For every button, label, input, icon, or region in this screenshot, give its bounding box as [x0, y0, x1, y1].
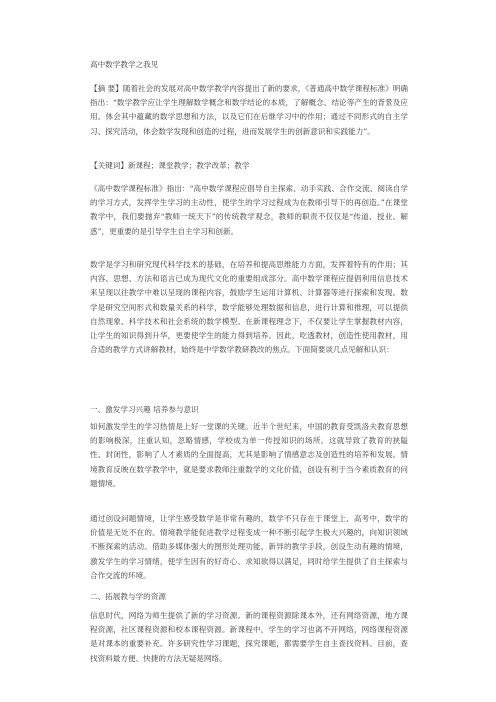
abstract-paragraph: 【摘 要】随着社会的发展对高中数学教学内容提出了新的要求，《普通高中数学课程标准》明确指出：“数学教学应让学生理解数学概念和数学结论的本质，了解概念、结论等产生的背景及应用。体会其中蕴藏的数学思想和方法，以及它们在后继学习中的作用；通过不同形式的自主学习、探究活动，体会数学发现和创造的过程，进而发展学生的创新意识和实践能力”。 [90, 84, 408, 136]
body-paragraph-5: 信息时代，网络为师生提供了新的学习资源。新的课程资源除课本外，还有网络资源，地方课程资源，社区课程资源和校本课程资源。新课程中，学生的学习也离不开网络，网络课程资源是对课本的重要补充。许多研究性学习课题，探究课题，都需要学生自主查找资料。目前，查找资料最方便、快捷的方法无疑是网络。 [90, 611, 408, 663]
body-paragraph-2: 数学是学习和研究现代科学技术的基础，在培养和提高思维能力方面，发挥着特有的作用；其内容、思想、方法和语言已成为现代文化的重要组成部分。高中数学课程应提倡利用信息技术来呈现以往教学中难以呈现的课程内容，鼓励学生运用计算机、计算器等进行探索和发现。数学是研究空间形式和数量关系的科学，数学能够处理数据和信息，进行计算和推理，可以提供自然现象、科学技术和社会系统的数学模型。在新课程理念下，不仅要让学生掌握教材内容，让学生的知识得到升华，更要使学生的能力得到培养。因此，吃透教材，创造性使用教材，用合适的教学方式讲解教材，始终是中学数学教研教改的焦点。下面简要谈几点见解和认识： [90, 260, 408, 355]
body-paragraph-3: 如何激发学生的学习热情是上好一堂课的关键。近半个世纪来，中国的教育受凯洛夫教育思想的影响极深，注重认知，忽略情感，学校成为单一传授知识的场所。这就导致了教育的狭隘性、封闭性，影响了人才素质的全面提高，尤其是影响了情感意志及创造性的培养和发展。情境教育反映在数学教学中，就是要求教师注重数学的文化价值，创设有利于当今素质教育的问题情境。 [90, 422, 408, 488]
body-paragraph-4: 通过创设问题情境，让学生感受数学是非常有趣的，数学不只存在于课堂上、高考中，数学的价值是无处不在的。情境教学能促进教学过程变成一种不断引起学生极大兴趣的，向知识领域不断探索的活动。借助多媒体强大的图形处理功能，新异的教学手段，创设生动有趣的情境，激发学生的学习情绪，使学生因有的好奇心、求知欲得以满足，同时给学生提供了自主探索与合作交流的环境。 [90, 514, 408, 580]
document-title: 高中数学教学之我见 [90, 60, 159, 69]
keywords-line: 【关键词】新课程；课堂教学；教学改革；教学 [90, 161, 250, 170]
section-heading-2: 二、拓展教与学的资源 [90, 592, 166, 601]
section-heading-1: 一、激发学习兴趣 培养参与意识 [90, 405, 199, 414]
body-paragraph-1: 《高中数学课程标准》指出：“高中数学课程应倡导自主探索、动手实践、合作交流、阅读自学的学习方式，发挥学生学习的主动性，使学生的学习过程成为在教师引导下的再创造。”在课堂教学中，我们要抛弃“教师一统天下”的传统教学观念，教师的职责不仅仅是“传道、授业、解惑”，更重要的是引导学生自主学习和创新。 [90, 184, 408, 236]
